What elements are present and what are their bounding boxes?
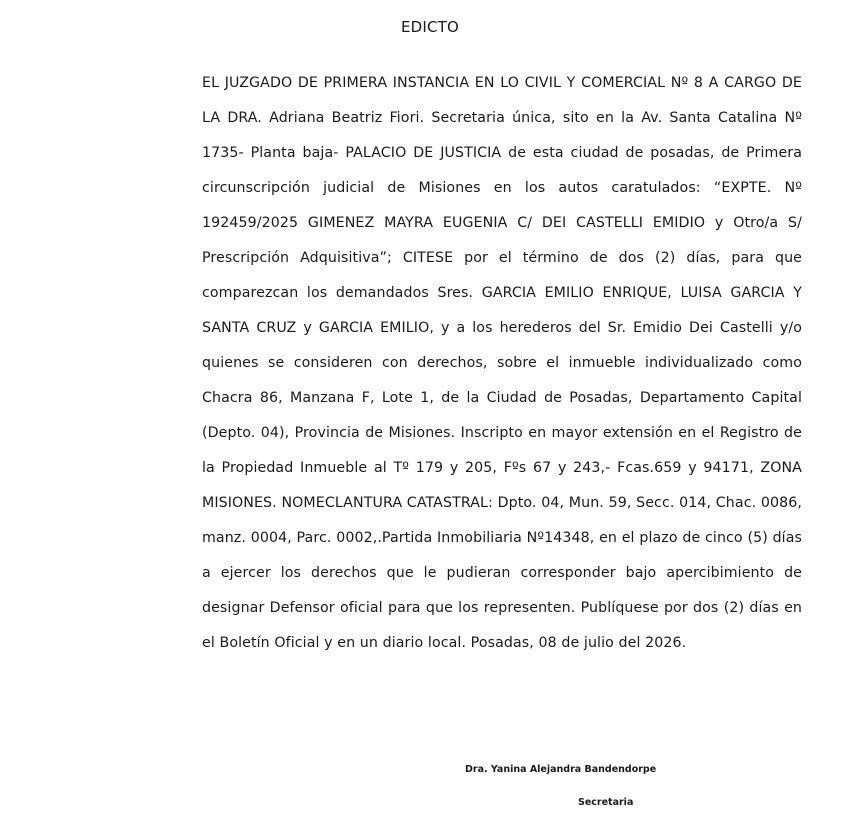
document-body: EL JUZGADO DE PRIMERA INSTANCIA EN LO CIVIL Y COMERCIAL Nº 8 A CARGO DE LA DRA. Adriana Beatriz Fiori. Secretaria única, sito en la Av. Santa Catalina Nº 1735- Planta baja- PALACIO DE JUSTICIA de esta ciudad de posadas, de Primera circunscripción judicial de Misiones en los autos caratulados: “EXPTE. Nº 192459/2025 GIMENEZ MAYRA EUGENIA C/ DEI CASTELLI EMIDIO y Otro/a S/ Prescripción Adquisitiva”; CITESE por el término de dos (2) días, para que comparezcan los demandados Sres. GARCIA EMILIO ENRIQUE, LUISA GARCIA Y SANTA CRUZ y GARCIA EMILIO, y a los herederos del Sr. Emidio Dei Castelli y/o quienes se consideren con derechos, sobre el inmueble individualizado como Chacra 86, Manzana F, Lote 1, de la Ciudad de Posadas, Departamento Capital (Depto. 04), Provincia de Misiones. Inscripto en mayor extensión en el Registro de la Propiedad Inmueble al Tº 179 y 205, Fºs 67 y 243,- Fcas.659 y 94171, ZONA MISIONES. NOMECLANTURA CATASTRAL: Dpto. 04, Mun. 59, Secc. 014, Chac. 0086, manz. 0004, Parc. 0002,.Partida Inmobiliaria Nº14348, en el plazo de cinco (5) días a ejercer los derechos que le pudieran corresponder bajo apercibimiento de designar Defensor oficial para que los representen. Publíquese por dos (2) días en el Boletín Oficial y en un diario local. Posadas, 08 de julio del 2026.: [202, 75, 802, 651]
signature-role: Secretaria: [578, 797, 634, 808]
document-title: EDICTO: [400, 18, 460, 36]
signature-name: Dra. Yanina Alejandra Bandendorpe: [465, 764, 657, 775]
